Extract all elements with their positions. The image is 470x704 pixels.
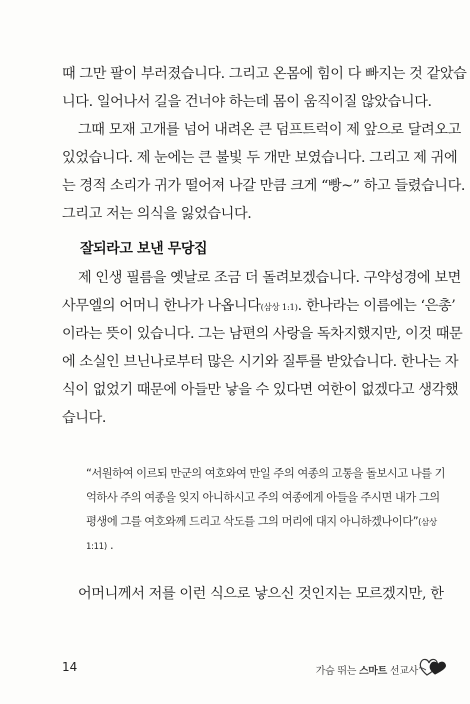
text-segment: 평생에 그를 여호와께 드리고 삭도를 그의 머리에 대지 아니하겠나이다” <box>86 515 419 528</box>
title-segment: 가슴 뛰는 <box>315 666 359 677</box>
section-heading: 잘되라고 보낸 무당집 <box>80 241 208 257</box>
page-number: 14 <box>62 660 78 674</box>
text-line: 니다. 일어나서 길을 건너야 하는데 몸이 움직이질 않았습니다. <box>62 94 432 110</box>
scripture-reference: (삼상 1:1) <box>260 303 298 313</box>
scripture-reference: (삼상 <box>418 518 437 528</box>
paragraph-1 <box>62 60 467 116</box>
quote-line: “서원하여 이르되 만군의 여호와여 만일 주의 여종의 고통을 돌보시고 나를 기 <box>86 467 446 480</box>
text-line: 식이 없었기 때문에 아들만 낳을 수 있다면 여한이 없겠다고 생각했 <box>62 382 459 398</box>
scripture-reference: 1:11) <box>86 542 107 552</box>
paragraph-2 <box>62 116 466 228</box>
quote-line: 억하사 주의 여종을 잊지 아니하시고 주의 여종에게 아들을 주시면 내가 그의 <box>86 491 440 504</box>
scripture-quote <box>86 462 446 558</box>
text-line: 그때 모재 고개를 넘어 내려온 큰 덤프트럭이 제 앞으로 달려오고 <box>78 122 461 138</box>
text-line: 제 인생 필름을 옛날로 조금 더 돌려보겠습니다. 구약성경에 보면 <box>78 270 461 286</box>
text-line: 습니다. <box>62 410 107 426</box>
title-segment: 선교사 <box>387 666 418 677</box>
text-line: 이라는 뜻이 있습니다. 그는 남편의 사랑을 독차지했지만, 이것 때문 <box>62 326 463 342</box>
book-title-footer <box>316 662 418 677</box>
text-segment: . <box>110 539 114 552</box>
paragraph-4 <box>62 580 444 608</box>
title-segment: 스마트 <box>358 666 388 677</box>
quote-line <box>86 534 408 558</box>
text-line: 때 그만 팔이 부러졌습니다. 그리고 온몸에 힘이 다 빠지는 것 같았습 <box>62 66 467 82</box>
text-line: 어머니께서 저를 이런 식으로 낳으신 것인지는 모르겠지만, 한 <box>78 586 444 602</box>
text-segment: 사무엘의 어머니 한나가 나옵니다 <box>62 298 261 314</box>
paragraph-3 <box>62 264 463 432</box>
text-line: 있었습니다. 제 눈에는 큰 불빛 두 개만 보였습니다. 그리고 제 귀에 <box>62 150 458 166</box>
text-line: 에 소실인 브닌나로부터 많은 시기와 질투를 받았습니다. 한나는 자 <box>62 354 459 370</box>
heart-icon <box>418 656 448 678</box>
text-line <box>62 292 456 320</box>
text-line: 그리고 저는 의식을 잃었습니다. <box>62 206 252 222</box>
text-line: 는 경적 소리가 귀가 떨어져 나갈 만큼 크게 “빵~” 하고 들렸습니다. <box>62 178 466 194</box>
text-segment: . 한나라는 이름에는 ‘은총’ <box>297 298 456 314</box>
quote-line <box>86 510 437 534</box>
